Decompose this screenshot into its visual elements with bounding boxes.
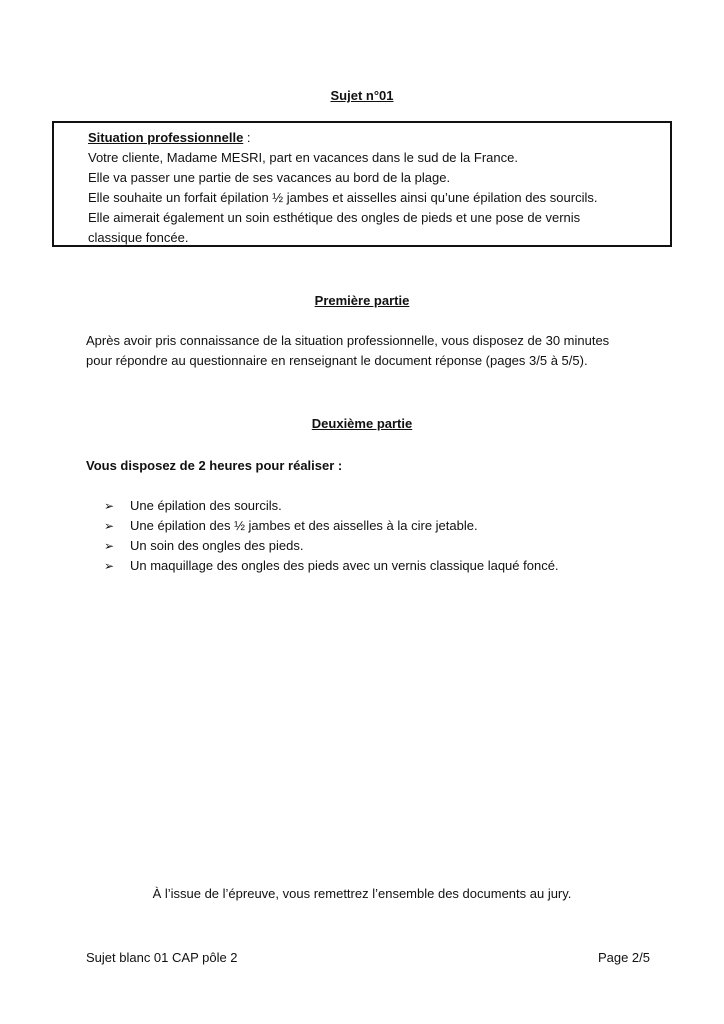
part1-text <box>86 331 686 371</box>
situation-line: Elle va passer une partie de ses vacances au bord de la plage. <box>88 170 451 185</box>
list-item <box>104 516 559 536</box>
part1-line: pour répondre au questionnaire en renseignant le document réponse (pages 3/5 à 5/5). <box>86 353 588 368</box>
situation-content <box>88 128 668 248</box>
part2-title: Deuxième partie <box>311 416 413 431</box>
situation-line: classique foncée. <box>88 230 189 245</box>
page-number: Page 2/5 <box>597 950 650 965</box>
task-text: Un soin des ongles des pieds. <box>130 538 304 553</box>
subject-title: Sujet n°01 <box>330 88 394 103</box>
task-text: Une épilation des ½ jambes et des aisselles à la cire jetable. <box>130 518 478 533</box>
list-item <box>104 536 559 556</box>
situation-line: Elle aimerait également un soin esthétique des ongles de pieds et une pose de vernis <box>88 210 581 225</box>
task-text: Une épilation des sourcils. <box>130 498 282 513</box>
situation-box <box>52 121 672 247</box>
task-text: Un maquillage des ongles des pieds avec un vernis classique laqué foncé. <box>130 558 559 573</box>
footer-left: Sujet blanc 01 CAP pôle 2 <box>86 950 238 965</box>
part2-intro: Vous disposez de 2 heures pour réaliser : <box>86 458 343 473</box>
situation-line: Votre cliente, Madame MESRI, part en vacances dans le sud de la France. <box>88 150 518 165</box>
closing-text: À l’issue de l’épreuve, vous remettrez l’ensemble des documents au jury. <box>152 886 572 901</box>
situation-heading-line <box>88 128 668 148</box>
arrow-bullet-icon: ➢ <box>104 559 115 573</box>
arrow-bullet-icon: ➢ <box>104 539 115 553</box>
list-item <box>104 496 559 516</box>
situation-heading-suffix: : <box>243 130 251 145</box>
list-item <box>104 556 559 576</box>
part1-title: Première partie <box>314 293 410 308</box>
part1-line: Après avoir pris connaissance de la situation professionnelle, vous disposez de 30 minutes <box>86 333 610 348</box>
situation-heading: Situation professionnelle <box>88 130 244 145</box>
arrow-bullet-icon: ➢ <box>104 499 115 513</box>
task-list <box>104 496 559 576</box>
situation-line: Elle souhaite un forfait épilation ½ jambes et aisselles ainsi qu’une épilation des sourcils. <box>88 190 598 205</box>
arrow-bullet-icon: ➢ <box>104 519 115 533</box>
